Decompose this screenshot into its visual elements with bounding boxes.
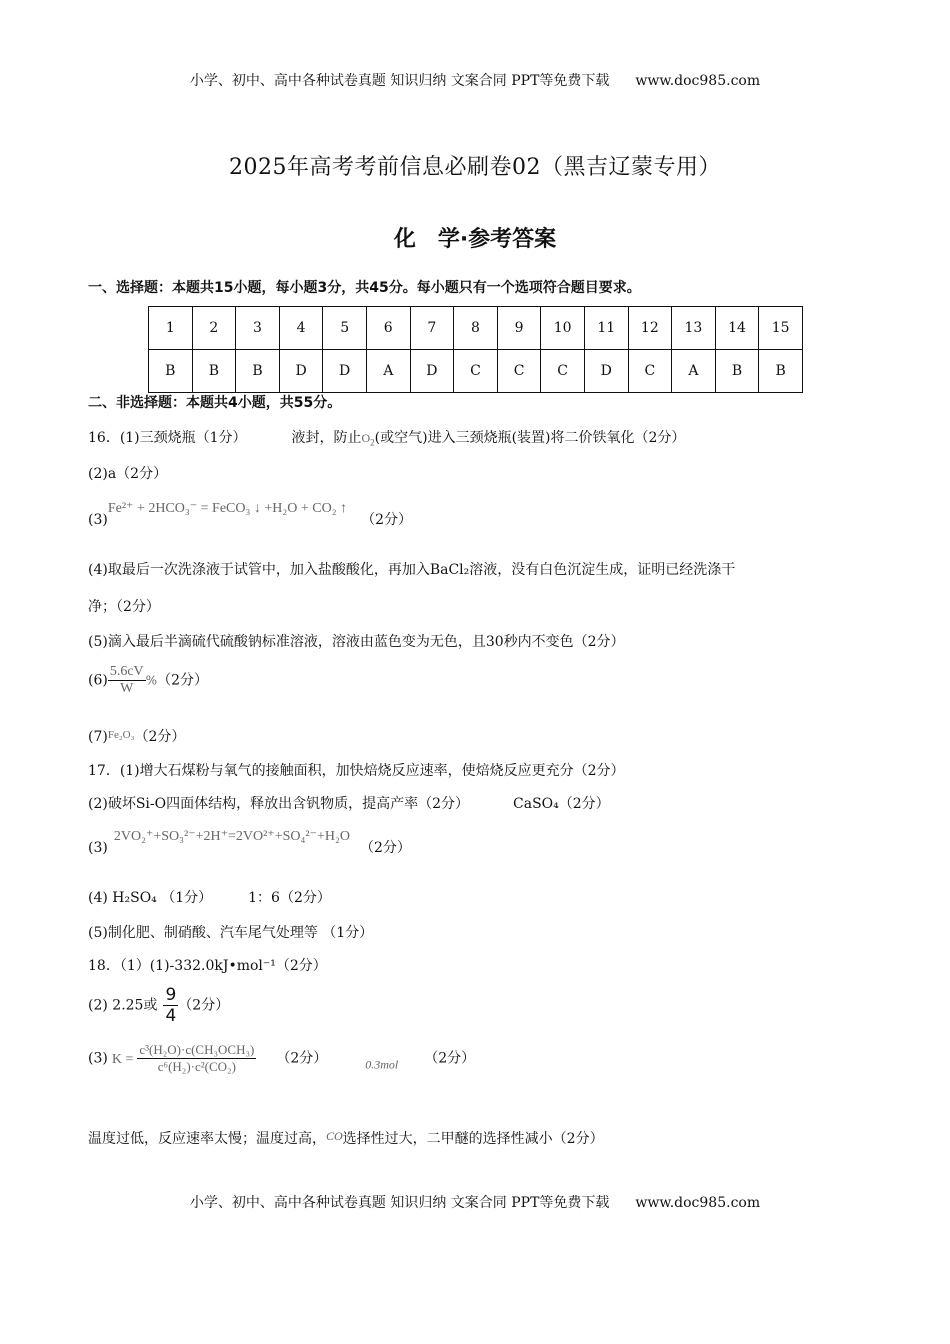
- question-number-cell: 11: [584, 307, 628, 350]
- q18-3-mol-value: 0.3mol: [365, 1057, 399, 1072]
- q17-line-5: (5)制化肥、制硝酸、汽车尾气处理等 （1分）: [88, 925, 374, 941]
- q16-line-3: [88, 500, 412, 529]
- q16-7-score: （2分）: [134, 729, 186, 745]
- answer-cell: B: [759, 350, 803, 393]
- question-number-cell: 13: [672, 307, 716, 350]
- q16-7-formula: Fe₂O₃: [107, 729, 135, 741]
- q16-6-percent: %: [145, 673, 158, 688]
- question-number-cell: 10: [541, 307, 585, 350]
- q16-line-7: [88, 726, 185, 746]
- question-number-cell: 6: [366, 307, 410, 350]
- question-number-cell: 3: [236, 307, 280, 350]
- q16-6-numerator: 5.6cV: [109, 664, 144, 679]
- q18-3-score-2: （2分）: [424, 1050, 476, 1067]
- answer-table-answer-row: [149, 350, 803, 393]
- answer-cell: C: [628, 350, 672, 393]
- q16-line-1: [88, 427, 685, 447]
- page-subtitle: [0, 222, 950, 253]
- page-title: 2025年高考考前信息必刷卷02（黑吉辽蒙专用）: [229, 155, 721, 180]
- q17-3-equation: 2VO₂⁺+SO₃²⁻+2H⁺=2VO²⁺+SO₄²⁻+H₂O: [113, 829, 350, 844]
- q17-2-caso4: CaSO₄（2分）: [513, 796, 610, 812]
- q18-2-denominator: 4: [165, 1006, 177, 1026]
- q16-line-4a: (4)取最后一次洗涤液于试管中，加入盐酸酸化，再加入BaCl₂溶液，没有白色沉淀生成，证明已经洗涤干: [88, 562, 736, 578]
- question-number-cell: 15: [759, 307, 803, 350]
- q18-2-fraction: [163, 985, 178, 1026]
- q18-3-k-fraction: [137, 1042, 256, 1075]
- q16-6-denominator: W: [120, 681, 134, 696]
- q18-2-value: (2) 2.25或: [88, 997, 158, 1014]
- question-number-cell: 7: [410, 307, 454, 350]
- answer-cell: B: [149, 350, 193, 393]
- page-header: [0, 70, 950, 90]
- q16-line-2: (2)a（2分）: [88, 466, 168, 482]
- page-footer: [0, 1192, 950, 1212]
- q17-line-2: [88, 793, 610, 813]
- q16-part1: 16．(1)三颈烧瓶（1分）: [88, 430, 247, 446]
- answer-cell: A: [366, 350, 410, 393]
- q16-part2-a: 液封，防止: [291, 430, 362, 446]
- answer-cell: B: [236, 350, 280, 393]
- q16-7-label: (7): [88, 729, 108, 745]
- q17-line-4: [88, 887, 331, 907]
- question-number-cell: 2: [192, 307, 236, 350]
- q16-line-4b: 净；（2分）: [88, 599, 160, 615]
- q16-line-6: [88, 664, 208, 697]
- q17-4-ratio: 1：6（2分）: [248, 890, 331, 906]
- q18-line-3: [88, 1042, 475, 1075]
- q17-2-text: (2)破坏Si-O四面体结构，释放出含钒物质，提高产率（2分）: [88, 796, 470, 812]
- answer-cell: D: [410, 350, 454, 393]
- subtitle-part-b: 学·参考答案: [437, 227, 557, 252]
- question-number-cell: 14: [715, 307, 759, 350]
- q18-3-k: K =: [111, 1051, 134, 1067]
- question-number-cell: 1: [149, 307, 193, 350]
- answer-table-number-row: [149, 307, 803, 350]
- q16-6-fraction: [108, 664, 146, 697]
- section-2-heading: 二、非选择题：本题共4小题，共55分。: [88, 395, 342, 411]
- q18-line-2: [88, 985, 229, 1026]
- q17-4-h2so4: (4) H₂SO₄ （1分）: [88, 890, 213, 906]
- answer-table: [148, 306, 803, 393]
- answer-cell: B: [192, 350, 236, 393]
- question-number-cell: 5: [323, 307, 367, 350]
- q16-3-score: （2分）: [361, 512, 413, 528]
- answer-cell: C: [497, 350, 541, 393]
- question-number-cell: 4: [279, 307, 323, 350]
- q18-3-score-1: （2分）: [276, 1050, 328, 1067]
- o2-formula: $O_2$: [361, 431, 375, 448]
- section-1-heading: 一、选择题：本题共15小题，每小题3分，共45分。每小题只有一个选项符合题目要求。: [88, 280, 641, 296]
- answer-cell: C: [454, 350, 498, 393]
- footer-text: 小学、初中、高中各种试卷真题 知识归纳 文案合同 PPT等免费下载: [189, 1195, 610, 1211]
- q18-3-numerator: c³(H₂O)·c(CH₃OCH₃): [139, 1042, 255, 1057]
- subtitle-part-a: 化: [393, 227, 416, 252]
- q17-line-3: [88, 828, 411, 857]
- q18-4-text-a: 温度过低，反应速率太慢；温度过高，: [88, 1131, 326, 1147]
- q18-line-4: [88, 1128, 604, 1148]
- q17-3-label: (3): [88, 840, 108, 856]
- q16-3-equation: Fe²⁺ + 2HCO₃⁻ = FeCO₃ ↓ +H₂O + CO₂ ↑: [107, 501, 348, 516]
- answer-cell: D: [323, 350, 367, 393]
- q17-3-score: （2分）: [359, 840, 411, 856]
- q16-3-label: (3): [88, 512, 108, 528]
- answer-cell: A: [672, 350, 716, 393]
- q17-line-1: 17．(1)增大石煤粉与氧气的接触面积，加快焙烧反应速率，使焙烧反应更充分（2分）: [88, 763, 625, 779]
- answer-cell: B: [715, 350, 759, 393]
- q18-4-text-b: 选择性过大，二甲醚的选择性减小（2分）: [342, 1131, 604, 1147]
- q16-line-5: (5)滴入最后半滴硫代硫酸钠标准溶液，溶液由蓝色变为无色，且30秒内不变色（2分）: [88, 634, 625, 650]
- q18-3-denominator: c⁶(H₂)·c²(CO₂): [157, 1059, 236, 1074]
- header-text: 小学、初中、高中各种试卷真题 知识归纳 文案合同 PPT等免费下载: [189, 73, 610, 89]
- q18-3-label: (3): [88, 1050, 108, 1067]
- q18-2-score: （2分）: [178, 997, 230, 1014]
- q16-6-label: (6): [88, 672, 108, 689]
- q18-line-1: 18．（1）(1)-332.0kJ•mol⁻¹（2分）: [88, 958, 327, 974]
- question-number-cell: 9: [497, 307, 541, 350]
- header-url[interactable]: www.doc985.com: [635, 73, 761, 89]
- question-number-cell: 8: [454, 307, 498, 350]
- footer-url[interactable]: www.doc985.com: [635, 1195, 761, 1211]
- answer-cell: D: [584, 350, 628, 393]
- answer-cell: C: [541, 350, 585, 393]
- answer-cell: D: [279, 350, 323, 393]
- question-number-cell: 12: [628, 307, 672, 350]
- q18-4-co: CO: [326, 1129, 343, 1143]
- q16-6-score: （2分）: [157, 672, 208, 689]
- q18-2-numerator: 9: [165, 985, 177, 1005]
- q16-part2-b: (或空气)进入三颈烧瓶(装置)将二价铁氧化（2分）: [374, 430, 686, 446]
